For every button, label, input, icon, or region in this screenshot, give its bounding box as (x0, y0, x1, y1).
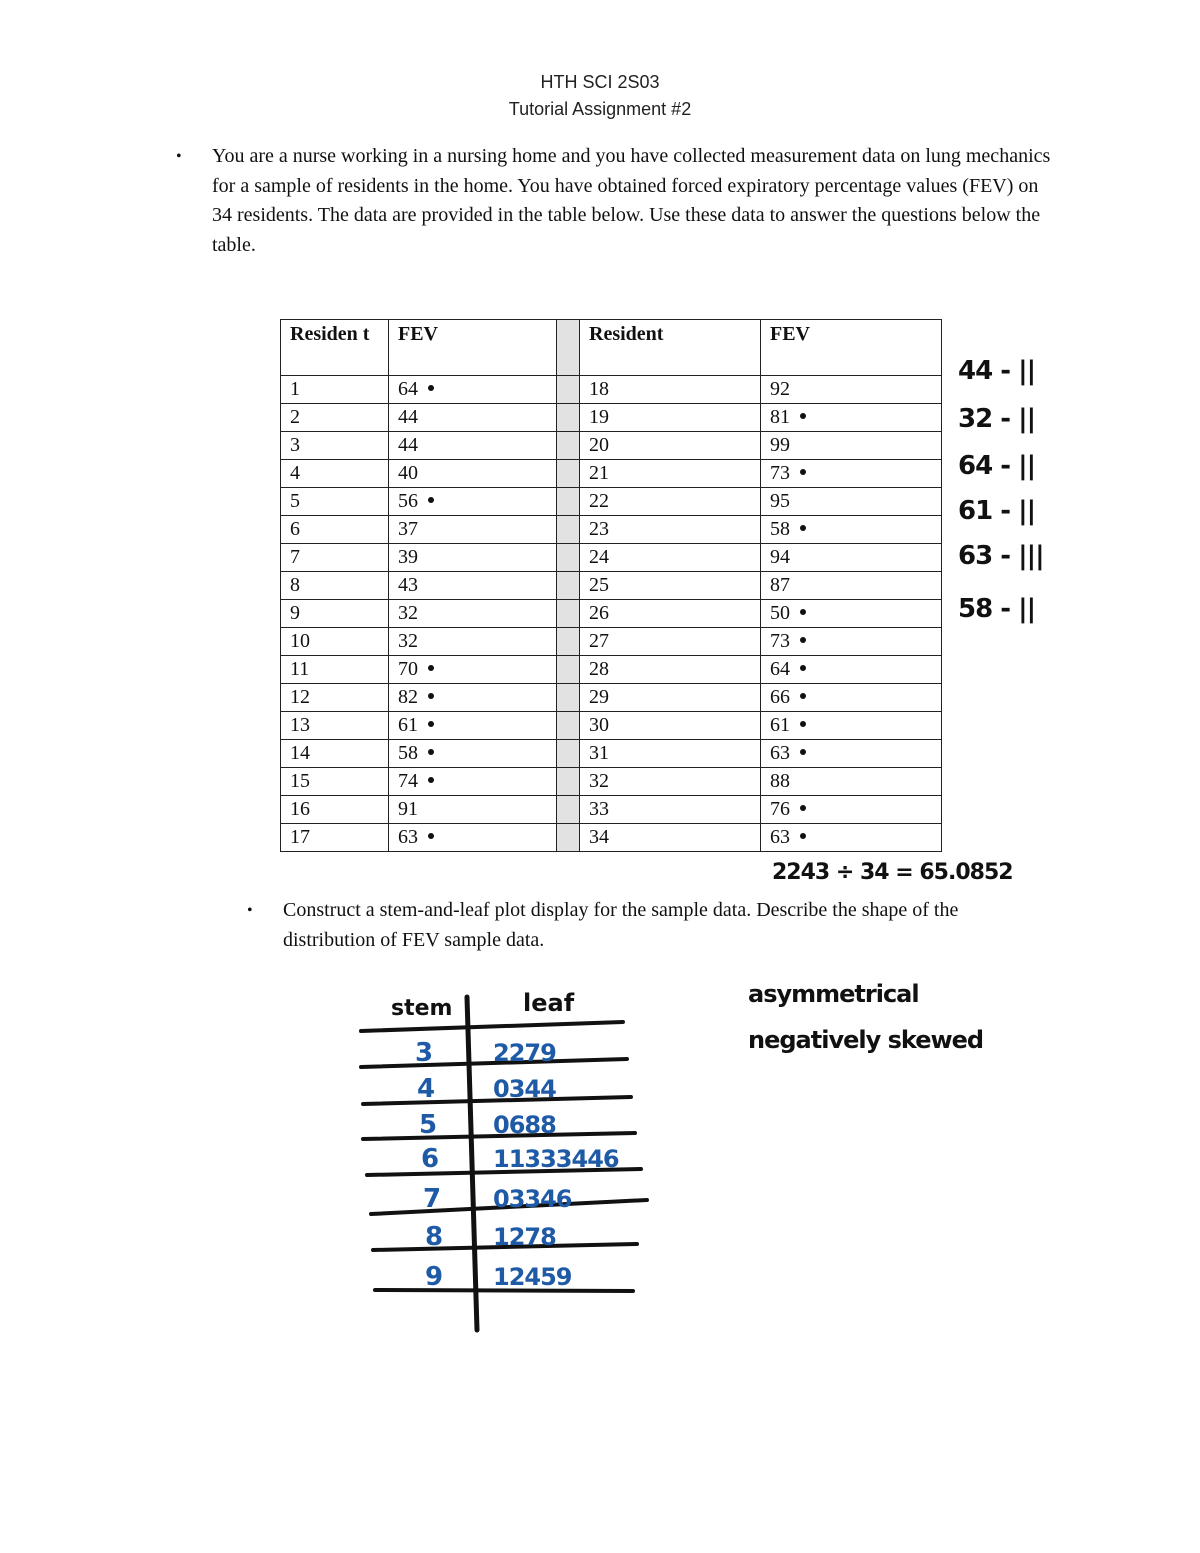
fev-value-cell (389, 544, 557, 572)
resident-number: 34 (589, 826, 609, 848)
fev-value: 81 (770, 406, 790, 428)
resident-number: 28 (589, 658, 609, 680)
resident-number: 29 (589, 686, 609, 708)
check-dot-icon (428, 497, 434, 503)
resident-number: 22 (589, 490, 609, 512)
resident-number: 15 (290, 770, 310, 792)
table-gap-column-cell (557, 544, 580, 572)
fev-value: 64 (398, 378, 418, 400)
check-dot-icon (800, 749, 806, 755)
resident-number: 10 (290, 630, 310, 652)
table-gap-column-cell (557, 600, 580, 628)
leaf-values: 12459 (493, 1263, 572, 1291)
table-gap-column (557, 320, 580, 376)
fev-value-cell (761, 656, 942, 684)
stem-value: 6 (421, 1144, 440, 1174)
leaf-values: 2279 (493, 1039, 556, 1067)
resident-number-cell (580, 432, 761, 460)
fev-value: 39 (398, 546, 418, 568)
resident-number-cell (281, 376, 389, 404)
question-text: Construct a stem-and-leaf plot display for the sample data. Describe the shape of the distribution of FEV sample data. (283, 899, 959, 951)
resident-number-cell (580, 600, 761, 628)
fev-value: 32 (398, 630, 418, 652)
table-row (281, 404, 942, 432)
table-gap-column-cell (557, 572, 580, 600)
fev-value: 73 (770, 462, 790, 484)
resident-number-cell (281, 824, 389, 852)
resident-number-cell (580, 824, 761, 852)
fev-value-cell (761, 516, 942, 544)
fev-value: 63 (770, 742, 790, 764)
resident-number: 21 (589, 462, 609, 484)
table-row (281, 432, 942, 460)
fev-value-cell (389, 572, 557, 600)
check-dot-icon (800, 609, 806, 615)
resident-number-cell (281, 600, 389, 628)
resident-number: 2 (290, 406, 300, 428)
fev-value: 92 (770, 378, 790, 400)
resident-number-cell (281, 740, 389, 768)
fev-value: 43 (398, 574, 418, 596)
fev-value: 37 (398, 518, 418, 540)
resident-number-cell (580, 376, 761, 404)
resident-number: 20 (589, 434, 609, 456)
fev-value: 44 (398, 406, 418, 428)
resident-number: 5 (290, 490, 300, 512)
tally-32: 32 - || (958, 404, 1036, 434)
bullet-icon: • (247, 902, 253, 919)
leaf-values: 11333446 (493, 1145, 619, 1173)
stem-value: 9 (425, 1262, 444, 1292)
resident-number: 25 (589, 574, 609, 596)
resident-number-cell (580, 516, 761, 544)
tally-61: 61 - || (958, 496, 1036, 526)
leaf-values: 03346 (493, 1185, 572, 1213)
intro-paragraph (176, 142, 1052, 260)
resident-number: 17 (290, 826, 310, 848)
resident-number-cell (281, 404, 389, 432)
resident-number-cell (281, 684, 389, 712)
resident-number-cell (281, 712, 389, 740)
resident-number-cell (580, 796, 761, 824)
table-gap-column-cell (557, 656, 580, 684)
fev-value-cell (761, 488, 942, 516)
check-dot-icon (428, 665, 434, 671)
resident-number: 26 (589, 602, 609, 624)
resident-number: 6 (290, 518, 300, 540)
fev-value-cell (761, 824, 942, 852)
table-row (281, 572, 942, 600)
stem-value: 8 (425, 1222, 444, 1252)
resident-number: 23 (589, 518, 609, 540)
shape-asymmetrical: asymmetrical (748, 980, 919, 1008)
fev-value: 95 (770, 490, 790, 512)
resident-number-cell (281, 572, 389, 600)
resident-number-cell (580, 460, 761, 488)
table-gap-column-cell (557, 376, 580, 404)
fev-value-cell (389, 600, 557, 628)
check-dot-icon (428, 693, 434, 699)
header-fev-2: FEV (761, 320, 942, 376)
fev-value: 82 (398, 686, 418, 708)
resident-number: 11 (290, 658, 310, 680)
resident-number: 3 (290, 434, 300, 456)
stem-value: 7 (423, 1184, 442, 1214)
resident-number-cell (580, 740, 761, 768)
check-dot-icon (800, 721, 806, 727)
resident-number-cell (281, 516, 389, 544)
resident-number: 31 (589, 742, 609, 764)
check-dot-icon (800, 525, 806, 531)
check-dot-icon (428, 777, 434, 783)
resident-number-cell (580, 712, 761, 740)
table-row (281, 824, 942, 852)
resident-number-cell (580, 488, 761, 516)
table-row (281, 460, 942, 488)
resident-number-cell (281, 628, 389, 656)
resident-number: 8 (290, 574, 300, 596)
fev-value-cell (761, 460, 942, 488)
table-row (281, 516, 942, 544)
fev-value-cell (761, 796, 942, 824)
fev-value-cell (389, 740, 557, 768)
fev-value: 73 (770, 630, 790, 652)
resident-number: 14 (290, 742, 310, 764)
check-dot-icon (428, 833, 434, 839)
resident-number: 9 (290, 602, 300, 624)
table-gap-column-cell (557, 824, 580, 852)
resident-number-cell (580, 768, 761, 796)
intro-text: You are a nurse working in a nursing home and you have collected measurement data on lung mechanics for a sample of residents in the home. You have obtained forced expiratory percentage values (FEV) on 34 residents. The data are provided in the table below. Use these data to answer the questions below the table. (212, 145, 1051, 256)
question-paragraph (247, 896, 1053, 955)
fev-value-cell (389, 460, 557, 488)
check-dot-icon (428, 721, 434, 727)
fev-value-cell (761, 544, 942, 572)
fev-value: 44 (398, 434, 418, 456)
fev-value: 88 (770, 770, 790, 792)
fev-value-cell (761, 432, 942, 460)
resident-number: 1 (290, 378, 300, 400)
resident-number: 18 (589, 378, 609, 400)
resident-number-cell (580, 544, 761, 572)
fev-value-cell (389, 628, 557, 656)
fev-value: 61 (398, 714, 418, 736)
resident-number: 27 (589, 630, 609, 652)
table-gap-column-cell (557, 432, 580, 460)
table-row (281, 768, 942, 796)
fev-value-cell (761, 572, 942, 600)
fev-value: 58 (398, 742, 418, 764)
fev-value-cell (389, 796, 557, 824)
stem-value: 3 (415, 1038, 434, 1068)
fev-value: 99 (770, 434, 790, 456)
check-dot-icon (800, 833, 806, 839)
stem-value: 5 (419, 1110, 438, 1140)
resident-number-cell (281, 544, 389, 572)
check-dot-icon (800, 693, 806, 699)
resident-number-cell (580, 572, 761, 600)
fev-value: 94 (770, 546, 790, 568)
fev-value-cell (761, 376, 942, 404)
table-row (281, 600, 942, 628)
table-row (281, 684, 942, 712)
fev-value: 56 (398, 490, 418, 512)
check-dot-icon (800, 413, 806, 419)
shape-negatively-skewed: negatively skewed (748, 1026, 984, 1054)
resident-number-cell (281, 460, 389, 488)
table-gap-column-cell (557, 768, 580, 796)
table-row (281, 544, 942, 572)
table-row (281, 656, 942, 684)
fev-table (280, 319, 942, 852)
resident-number-cell (580, 628, 761, 656)
table-row (281, 628, 942, 656)
fev-value: 50 (770, 602, 790, 624)
header-resident-2: Resident (580, 320, 761, 376)
fev-value: 63 (398, 826, 418, 848)
fev-value: 64 (770, 658, 790, 680)
table-gap-column-cell (557, 404, 580, 432)
table-gap-column-cell (557, 460, 580, 488)
header-fev-1: FEV (389, 320, 557, 376)
fev-value-cell (389, 712, 557, 740)
fev-value-cell (389, 488, 557, 516)
resident-number: 33 (589, 798, 609, 820)
resident-number: 7 (290, 546, 300, 568)
resident-number: 16 (290, 798, 310, 820)
row-line (361, 1022, 623, 1031)
resident-number-cell (281, 656, 389, 684)
fev-value-cell (389, 404, 557, 432)
tally-63: 63 - ||| (958, 541, 1044, 571)
fev-value-cell (389, 432, 557, 460)
fev-value-cell (389, 376, 557, 404)
fev-value-cell (389, 824, 557, 852)
fev-value: 32 (398, 602, 418, 624)
fev-value: 74 (398, 770, 418, 792)
resident-number-cell (281, 432, 389, 460)
check-dot-icon (800, 637, 806, 643)
table-gap-column-cell (557, 488, 580, 516)
fev-value-cell (389, 656, 557, 684)
resident-number-cell (580, 656, 761, 684)
bullet-icon: • (176, 148, 182, 165)
fev-value: 76 (770, 798, 790, 820)
resident-number-cell (281, 488, 389, 516)
table-row (281, 796, 942, 824)
resident-number: 12 (290, 686, 310, 708)
fev-value: 66 (770, 686, 790, 708)
resident-number: 19 (589, 406, 609, 428)
fev-value-cell (761, 712, 942, 740)
check-dot-icon (428, 749, 434, 755)
table-gap-column-cell (557, 740, 580, 768)
stem-divider-line (467, 997, 477, 1330)
fev-value: 58 (770, 518, 790, 540)
table-gap-column-cell (557, 516, 580, 544)
fev-value-cell (761, 684, 942, 712)
check-dot-icon (428, 385, 434, 391)
leaf-values: 0688 (493, 1111, 556, 1139)
tally-64: 64 - || (958, 451, 1036, 481)
resident-number: 24 (589, 546, 609, 568)
fev-value-cell (389, 684, 557, 712)
resident-number-cell (281, 768, 389, 796)
fev-value: 91 (398, 798, 418, 820)
fev-value: 87 (770, 574, 790, 596)
check-dot-icon (800, 665, 806, 671)
resident-number: 32 (589, 770, 609, 792)
table-row (281, 712, 942, 740)
table-header-row (281, 320, 942, 376)
check-dot-icon (800, 469, 806, 475)
header-resident-1: Residen t (281, 320, 389, 376)
check-dot-icon (800, 805, 806, 811)
resident-number-cell (580, 684, 761, 712)
resident-number: 30 (589, 714, 609, 736)
table-gap-column-cell (557, 712, 580, 740)
assignment-title: Tutorial Assignment #2 (508, 99, 692, 119)
resident-number: 13 (290, 714, 310, 736)
tally-44: 44 - || (958, 356, 1036, 386)
stem-value: 4 (417, 1074, 436, 1104)
fev-value: 61 (770, 714, 790, 736)
stem-header: stem (391, 996, 453, 1021)
stem-leaf-plot (355, 985, 655, 1335)
table-gap-column-cell (557, 684, 580, 712)
tally-58: 58 - || (958, 594, 1036, 624)
table-row (281, 740, 942, 768)
table-row (281, 488, 942, 516)
leaf-values: 1278 (493, 1223, 556, 1251)
table-gap-column-cell (557, 796, 580, 824)
fev-value-cell (389, 516, 557, 544)
fev-value-cell (389, 768, 557, 796)
mean-calculation: 2243 ÷ 34 = 65.0852 (772, 860, 1013, 885)
resident-number-cell (281, 796, 389, 824)
fev-value-cell (761, 740, 942, 768)
fev-value: 40 (398, 462, 418, 484)
fev-value: 63 (770, 826, 790, 848)
fev-value: 70 (398, 658, 418, 680)
resident-number: 4 (290, 462, 300, 484)
leaf-header: leaf (523, 989, 575, 1017)
leaf-values: 0344 (493, 1075, 556, 1103)
fev-value-cell (761, 600, 942, 628)
fev-value-cell (761, 404, 942, 432)
fev-value-cell (761, 628, 942, 656)
fev-value-cell (761, 768, 942, 796)
resident-number-cell (580, 404, 761, 432)
table-row (281, 376, 942, 404)
table-gap-column-cell (557, 628, 580, 656)
course-code: HTH SCI 2S03 (540, 72, 660, 92)
